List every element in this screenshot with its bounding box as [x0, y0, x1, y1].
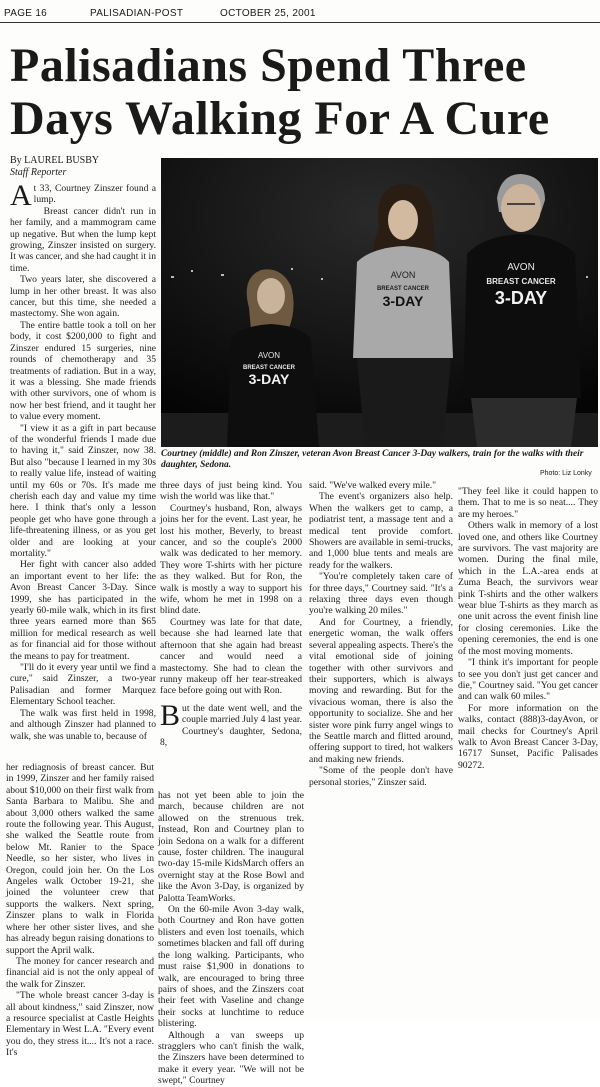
drop-cap: B [160, 698, 181, 732]
article-column-2 [160, 480, 302, 786]
page-header [4, 8, 594, 22]
paragraph: The money for cancer research and financial aid is not the only appeal of the walk for Zinszer. [6, 955, 154, 990]
paragraph: Although a van sweeps up stragglers who can't finish the walk, the Zinszers have been determined to make it every year. "We will not be swept," Courtney [158, 1029, 304, 1087]
article-column-4 [458, 486, 598, 771]
paragraph: Courtney was late for that date, because she had learned late that afternoon that she again had breast cancer and would need a mastectomy. She had to clean the runny makeup off her tear-streaked face before going out with Ron. [160, 616, 302, 697]
child-shirt-line1: BREAST CANCER [242, 365, 296, 371]
paragraph: "I'll do it every year until we find a cure," said Zinszer, a two-year Palisadian and former Marquez Elementary School teacher. [10, 662, 156, 708]
drop-cap: A [10, 179, 32, 212]
paragraph: The entire battle took a toll on her body, it cost $200,000 to fight and Zinszer endured 15 surgeries, nine rounds of chemotherapy and 35 treatments of radiation. But in a way, it was a blessing. She made friends with other survivors, one of whom is now her best friend, and it taught her to value every moment. [10, 319, 156, 423]
paragraph: On the 60-mile Avon 3-day walk, both Courtney and Ron have gotten blisters and even lost toenails, which sometimes blacken and fall off during the long walking. Participants, who must raise $1,900 in donations to walk, are encouraged to bring three pairs of shoes, and the Zinszers coat their feet with Vaseline and change their socks at lunchtime to reduce blistering. [158, 904, 304, 1030]
byline-author: By LAUREL BUSBY [10, 155, 100, 166]
paragraph: "I view it as a gift in part because of the wonderful friends I made due to having it," said Zinszer, now 38. But also "because I learned in my 30s to really value life, instead of waiting until my 60s or 70s. It's made me cherish each day and value my time here. I think that's only a lesson people get who have gone through a life-threatening illness, or as you get older and are looking at your mortality." [10, 422, 156, 559]
article-photo [161, 158, 598, 447]
paragraph: Her fight with cancer also added an important event to her life: the Avon Breast Cancer 3-Day. Since 1999, she has participated in the yearly 60-mile walk, which in its first three years earned more than $65 million for medical research as well as for financial aid for those without the means to pay for treatment. [10, 559, 156, 662]
paragraph: And for Courtney, a friendly, energetic woman, the walk offers several appealing aspects. There's the vital emotional side of joining together with other survivors and their supporters, which is always moving and rewarding. But for the vivacious woman, there is also the opportunity to socialize. She and her sister wore pink furry angel wings to the Seattle march and flitted around, offering support to tired, hot walkers and making new friends. [309, 616, 453, 765]
headline-line-1: Palisadians Spend Three [10, 39, 527, 92]
paragraph: "I think it's important for people to see you don't just get cancer and die," Courtney said. "You get cancer and can walk 60 miles." [458, 657, 598, 703]
page-number: PAGE 16 [4, 8, 48, 19]
photo-credit: Photo: Liz Lonky [540, 470, 592, 477]
byline [10, 155, 99, 179]
paragraph: said. "We've walked every mile." [309, 480, 437, 491]
photo-caption: Courtney (middle) and Ron Zinszer, veteran Avon Breast Cancer 3-Day walkers, train for the walks with their daughter, Sedona. [161, 449, 584, 470]
paragraph: Others walk in memory of a lost loved one, and others like Courtney are survivors. The vast majority are women. During the final mile, which in the L.A.-area ends at Zuma Beach, the survivors wear pink T-shirts and the other walkers wear blue T-shirts as they march as one unit across the event finish line for closing ceremonies. Like the opening ceremonies, the end is one of the most moving moments. [458, 520, 598, 657]
man-shirt-line1: BREAST CANCER [486, 277, 556, 286]
woman-shirt-line2: 3-DAY [382, 293, 424, 309]
paragraph: her rediagnosis of breast cancer. But in 1999, Zinszer and her family raised about $10,000 on their first walk from Santa Barbara to Malibu. She and about 3,000 others walked the same route the following year. This August, she walked the Seattle route from below Mt. Ranier to the Space Needle, so her sister, who lives in Oregon, could join her. On the Los Angeles walk October 19-21, she joined the volunteer crew that supports the walkers. Next spring, Zinszer plans to walk in Florida where her other sister lives, and she has already begun raising donations to support the April walk. [6, 762, 154, 956]
man-shirt-line2: 3-DAY [494, 288, 548, 308]
paragraph: But the date went well, and the couple married July 4 last year. Courtney's daughter, Sedona, 8, [160, 698, 302, 748]
issue-date: OCTOBER 25, 2001 [220, 8, 316, 19]
paragraph: "You're completely taken care of for three days," Courtney said. "It's a relaxing three days even though you're walking 20 miles." [309, 571, 453, 617]
child-shirt-brand: AVON [257, 351, 281, 360]
paragraph: At 33, Courtney Zinszer found a lump. [10, 179, 156, 212]
man-shirt-brand: AVON [507, 262, 535, 273]
paragraph: The event's organizers also help. When the walkers get to camp, a podiatrist tent, a massage tent and a medical tent provide comfort. Showers are available in semi-trucks, and 1,000 blue tents and meals are ready for the walkers. [309, 491, 453, 571]
photo-illustration [161, 158, 598, 447]
paragraph: "The whole breast cancer 3-day is all about kindness," said Zinszer, now a resource specialist at Castle Heights Elementary in West L.A. "Every event you do, they stress it.... It's not a race. It's [6, 990, 154, 1059]
paragraph: three days of just being kind. You wish the world was like that." [160, 480, 302, 503]
paragraph: The walk was first held in 1998, and although Zinszer had planned to walk, she was unable to, because of [10, 707, 156, 742]
article-column-6 [158, 790, 304, 1087]
paragraph: Two years later, she discovered a lump in her other breast. It was also cancer, but this time, she needed a mastectomy. She won again. [10, 274, 156, 320]
headline-line-2: Days Walking For A Cure [10, 92, 550, 145]
woman-shirt-line1: BREAST CANCER [376, 286, 430, 292]
paragraph: "Some of the people don't have personal stories," Zinszer said. [309, 765, 453, 788]
woman-shirt-brand: AVON [390, 270, 416, 280]
paragraph: "They feel like it could happen to them. That to me is so neat.... They are my heroes." [458, 486, 598, 520]
paragraph: For more information on the walks, contact (888)3-dayAvon, or mail checks for Courtney's April walk to Avon Breast Cancer 3-Day, 16717 Sunset, Pacific Palisades 90272. [458, 702, 598, 771]
article-column-5 [6, 762, 154, 1059]
article-column-3 [309, 480, 453, 786]
header-rule [0, 22, 600, 23]
paragraph: has not yet been able to join the march, because children are not allowed on the strenuous trek. Instead, Ron and Courtney plan to join Sedona on a walk for a different cause, foster children. The inaugural two-day 15-mile KidsMarch offers an overnight stay at the Rose Bowl and like the Avon 3-Day, is organized by Palotta TeamWorks. [158, 790, 304, 904]
child-shirt-line2: 3-DAY [248, 371, 290, 387]
byline-role: Staff Reporter [10, 167, 67, 178]
article-column-1 [10, 179, 156, 748]
newspaper-name: PALISADIAN-POST [90, 8, 184, 19]
paragraph: Courtney's husband, Ron, always joins her for the event. Last year, he lost his mother, Beverly, to breast cancer, and so the couple's 2000 walk was dedicated to her memory. They wore T-shirts with her picture as they walked. But for Ron, the walk is mostly a way to support his wife, whom he met in 1998 on a blind date. [160, 502, 302, 617]
paragraph: Breast cancer didn't run in her family, and a mammogram came up negative. But when the lump kept growing, Zinszer insisted on surgery. It was cancer, and she had caught it in time. [10, 205, 156, 274]
